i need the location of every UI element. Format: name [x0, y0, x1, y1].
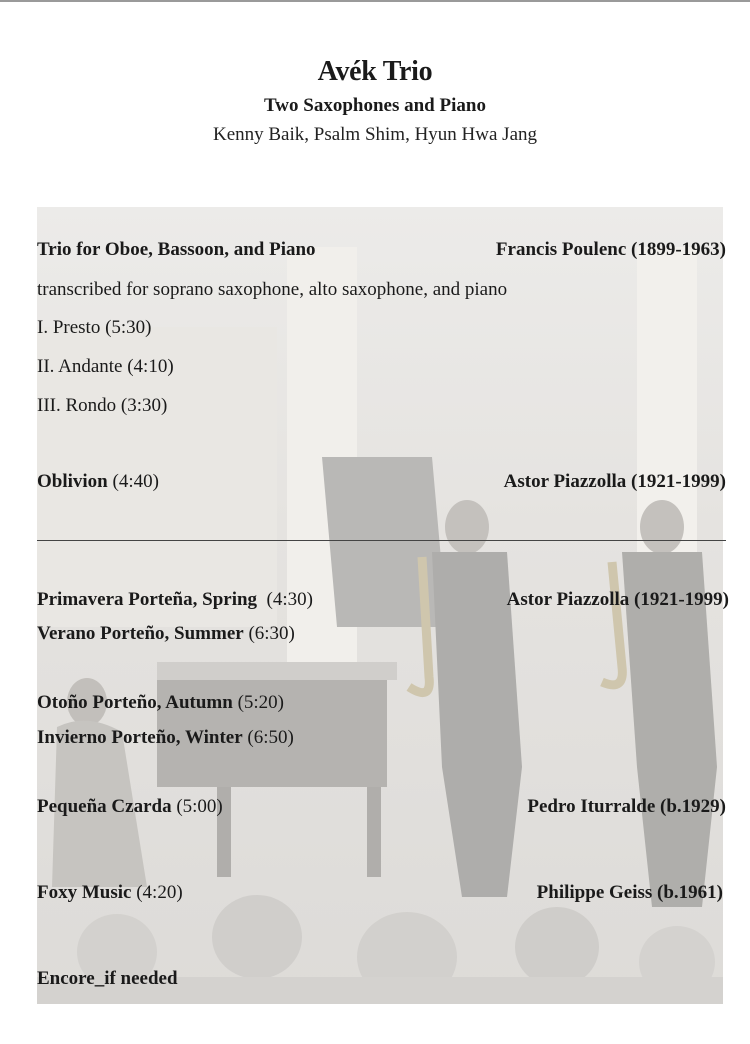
piece-title: Primavera Porteña, Spring [37, 589, 258, 610]
performer-names: Kenny Baik, Psalm Shim, Hyun Hwa Jang [212, 124, 538, 145]
movement: III. Rondo (3:30) [37, 395, 168, 416]
piece-duration: (4:40) [112, 471, 159, 492]
composer-name: Philippe Geiss (b.1961) [536, 882, 723, 903]
piece-title: Otoño Porteño, Autumn [37, 692, 233, 713]
piece-duration: (4:30) [266, 589, 313, 610]
ensemble-title: Avék Trio [317, 56, 433, 87]
piece-title: Oblivion [37, 471, 108, 492]
composer-name: Francis Poulenc (1899-1963) [495, 239, 726, 260]
piece-duration: (6:50) [247, 727, 294, 748]
saxophonist-head [640, 500, 684, 554]
piece-title: Trio for Oboe, Bassoon, and Piano [37, 239, 316, 260]
program-header [0, 54, 750, 149]
saxophonist-head [445, 500, 489, 554]
piece-duration: (6:30) [248, 623, 295, 644]
composer-name: Astor Piazzolla (1921-1999) [503, 471, 726, 492]
encore-note: Encore_if needed [37, 968, 178, 989]
transcription-note: transcribed for soprano saxophone, alto saxophone, and piano [37, 279, 508, 300]
piece-title: Verano Porteño, Summer [37, 623, 244, 644]
piece-duration: (4:20) [136, 882, 183, 903]
piece-title: Foxy Music [37, 882, 132, 903]
top-rule [0, 0, 750, 2]
composer-name: Pedro Iturralde (b.1929) [527, 796, 726, 817]
saxophone [602, 562, 622, 685]
piece-title: Pequeña Czarda [37, 796, 172, 817]
audience-head [212, 895, 302, 979]
ensemble-subtitle: Two Saxophones and Piano [264, 95, 486, 116]
piano-keys [157, 662, 397, 680]
movement: II. Andante (4:10) [37, 356, 174, 377]
piece-duration: (5:00) [176, 796, 223, 817]
movement: I. Presto (5:30) [37, 317, 152, 338]
audience-head [515, 907, 599, 987]
composer-name: Astor Piazzolla (1921-1999) [506, 589, 729, 610]
piece-duration: (5:20) [237, 692, 285, 713]
intermission-divider [37, 540, 726, 541]
piano-leg [367, 787, 381, 877]
piece-title: Invierno Porteño, Winter [37, 727, 243, 748]
